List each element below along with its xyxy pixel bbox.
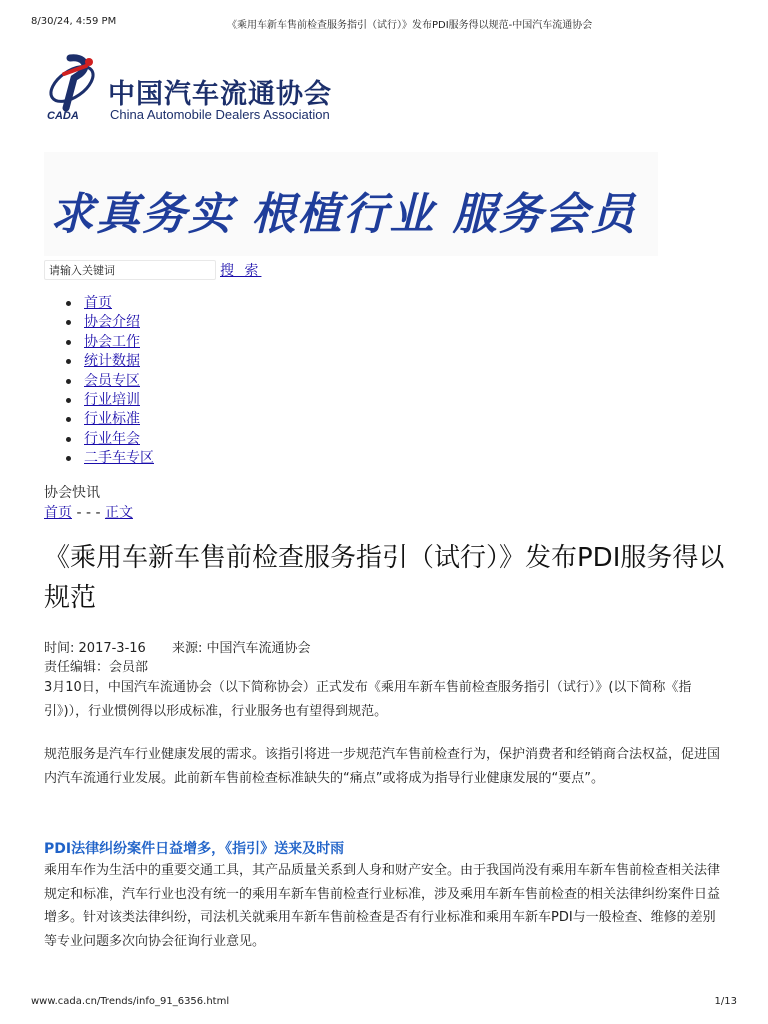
source-label: 来源:: [171, 641, 203, 656]
site-logo[interactable]: [44, 44, 344, 144]
nav-item-about: [66, 313, 154, 332]
breadcrumb-home-link[interactable]: 首页: [44, 505, 72, 521]
article-subheading: PDI法律纠纷案件日益增多，《指引》送来及时雨: [44, 841, 345, 857]
breadcrumb-separator: - - -: [76, 505, 101, 521]
nav-link-home[interactable]: 首页: [84, 295, 112, 311]
nav-item-used-cars: [66, 449, 154, 468]
main-nav: [66, 294, 154, 469]
time-value: 2017-3-16: [78, 641, 146, 656]
time-label: 时间:: [44, 641, 75, 656]
print-datetime: 8/30/24, 4:59 PM: [31, 16, 117, 27]
nav-link-annual[interactable]: 行业年会: [84, 430, 140, 447]
article-paragraph: 规范服务是汽车行业健康发展的需求。该指引将进一步规范汽车售前检查行为，保护消费者和经销商合法权益，促进国内汽车流通行业发展。此前新车售前检查标准缺失的“痛点”或将成为指导行业健康发展的“要点”。: [44, 747, 721, 786]
article-title: 《乘用车新车售前检查服务指引（试行）》发布PDI服务得以规范: [44, 543, 725, 613]
nav-item-annual: [66, 430, 154, 449]
editor-label: 责任编辑：: [44, 660, 110, 675]
source-value: 中国汽车流通协会: [206, 641, 311, 656]
slogan-text: 求真务实 根植行业 服务会员: [50, 189, 637, 240]
breadcrumb: [44, 502, 133, 522]
nav-item-members: [66, 372, 154, 391]
nav-link-training[interactable]: 行业培训: [84, 391, 140, 408]
logo-abbr: CADA: [47, 110, 79, 122]
print-header: [31, 16, 737, 30]
nav-item-stats: [66, 352, 154, 371]
print-page-number: 1/13: [714, 996, 737, 1007]
article-paragraph: 乘用车作为生活中的重要交通工具，其产品质量关系到人身和财产安全。由于我国尚没有乘用车新车售前检查相关法律规定和标准，汽车行业也没有统一的乘用车新车售前检查行业标准，涉及乘用车新车售前检查的相关法律纠纷案件日益增多。针对该类法律纠纷，司法机关就乘用车新车售前检查是否有行业标准和乘用车新车PDI与一般检查、维修的差别等专业问题多次向协会征询行业意见。: [44, 863, 721, 949]
logo-name-en: China Automobile Dealers Association: [110, 107, 330, 122]
nav-link-work[interactable]: 协会工作: [84, 333, 140, 350]
nav-item-training: [66, 391, 154, 410]
print-doc-title: 《乘用车新车售前检查服务指引（试行）》发布PDI服务得以规范-中国汽车流通协会: [227, 20, 593, 31]
article-paragraph: 3月10日，中国汽车流通协会（以下简称协会）正式发布《乘用车新车售前检查服务指引（试行）》(以下简称《指引》)），行业惯例得以形成标准，行业服务也有望得到规范。: [44, 680, 692, 719]
search-input[interactable]: [44, 260, 216, 280]
print-url: www.cada.cn/Trends/info_91_6356.html: [31, 996, 230, 1007]
editor-value: 会员部: [109, 660, 149, 675]
nav-link-used-cars[interactable]: 二手车专区: [84, 450, 154, 467]
section-label: 协会快讯: [44, 485, 100, 501]
search-button[interactable]: 搜 索: [220, 260, 261, 280]
nav-link-standards[interactable]: 行业标准: [84, 411, 140, 428]
article-meta-time-source: [44, 637, 311, 656]
breadcrumb-current-link[interactable]: 正文: [104, 505, 133, 521]
nav-item-standards: [66, 410, 154, 429]
logo-name-cn: 中国汽车流通协会: [108, 79, 332, 110]
slogan-banner: [44, 152, 658, 256]
nav-link-about[interactable]: 协会介绍: [84, 314, 140, 331]
nav-item-work: [66, 333, 154, 352]
article-meta-editor: [44, 656, 148, 675]
nav-item-home: [66, 294, 154, 313]
nav-link-stats[interactable]: 统计数据: [84, 353, 140, 370]
nav-link-members[interactable]: 会员专区: [84, 372, 140, 389]
